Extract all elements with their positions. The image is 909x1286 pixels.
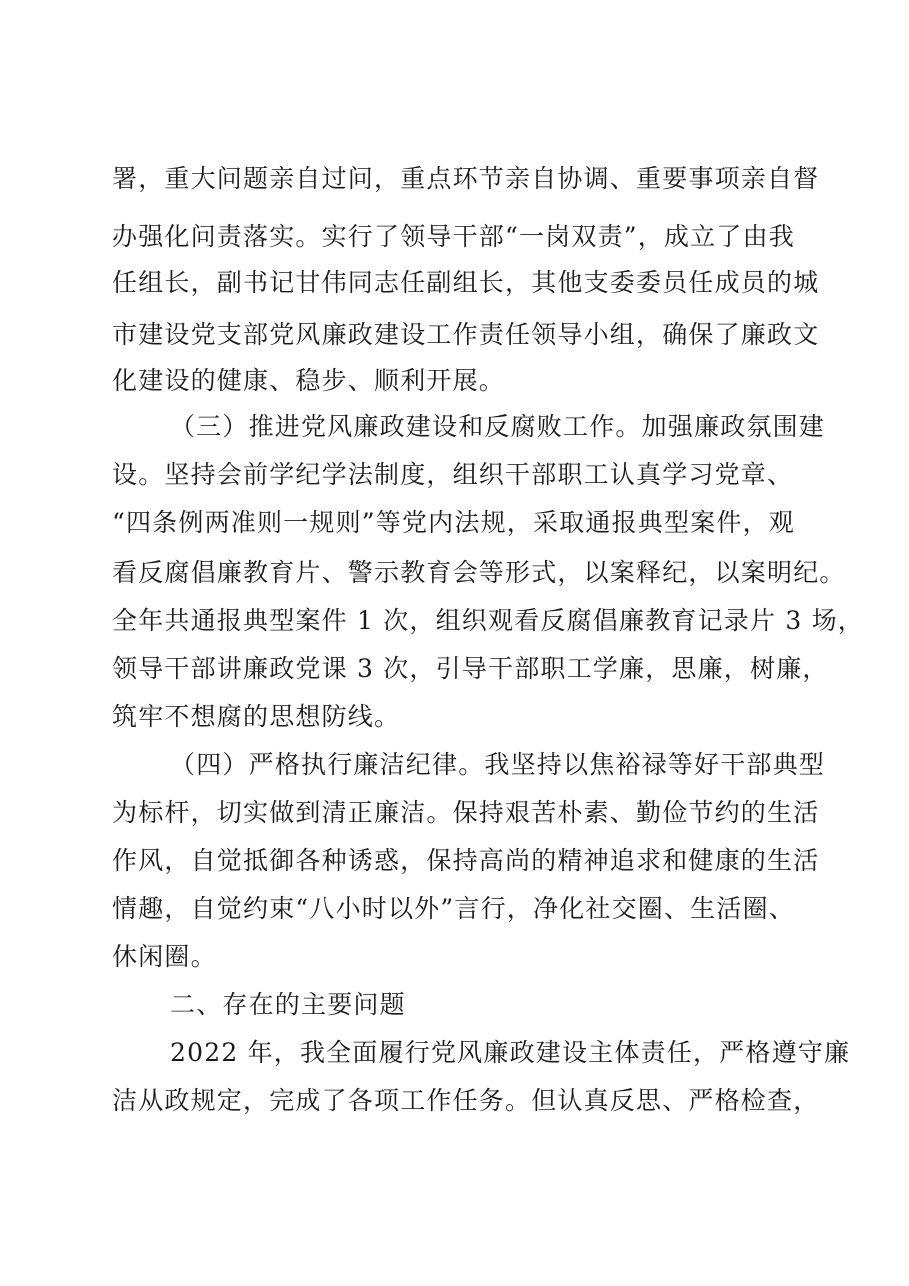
- text-line: 化建设的健康、稳步、顺利开展。: [112, 366, 506, 395]
- section-heading: 二、存在的主要问题: [170, 990, 406, 1019]
- text-line: 作风，自觉抵御各种诱惑，保持高尚的精神追求和健康的生活: [112, 846, 820, 875]
- text-line: 休闲圈。: [112, 942, 217, 971]
- text-line: 为标杆，切实做到清正廉洁。保持艰苦朴素、勤俭节约的生活: [112, 798, 820, 827]
- text-line: 署，重大问题亲自过问，重点环节亲自协调、重要事项亲自督: [112, 164, 820, 193]
- text-line: 筑牢不想腐的思想防线。: [112, 702, 401, 731]
- text-line: “四条例两准则一规则”等党内法规，采取通报典型案件，观: [112, 508, 795, 537]
- text-line: 设。坚持会前学纪学法制度，组织干部职工认真学习党章、: [112, 460, 794, 489]
- text-line: （四）严格执行廉洁纪律。我坚持以焦裕禄等好干部典型: [170, 750, 826, 779]
- text-line: 领导干部讲廉政党课 3 次，引导干部职工学廉，思廉，树廉，: [112, 654, 829, 683]
- text-line: 2022 年，我全面履行党风廉政建设主体责任，严格遵守廉: [170, 1038, 851, 1067]
- text-line: 市建设党支部党风廉政建设工作责任领导小组，确保了廉政文: [112, 320, 820, 349]
- text-line: 情趣，自觉约束“八小时以外”言行，净化社交圈、生活圈、: [112, 894, 795, 923]
- text-line: 洁从政规定，完成了各项工作任务。但认真反思、严格检查，: [112, 1086, 820, 1115]
- text-line: 任组长，副书记甘伟同志任副组长，其他支委委员任成员的城: [112, 268, 820, 297]
- text-line: 办强化问责落实。实行了领导干部“一岗双责”，成立了由我: [112, 222, 795, 251]
- text-line: 全年共通报典型案件 1 次，组织观看反腐倡廉教育记录片 3 场，: [112, 606, 865, 635]
- text-line: 看反腐倡廉教育片、警示教育会等形式，以案释纪，以案明纪。: [112, 558, 846, 587]
- text-line: （三）推进党风廉政建设和反腐败工作。加强廉政氛围建: [170, 412, 826, 441]
